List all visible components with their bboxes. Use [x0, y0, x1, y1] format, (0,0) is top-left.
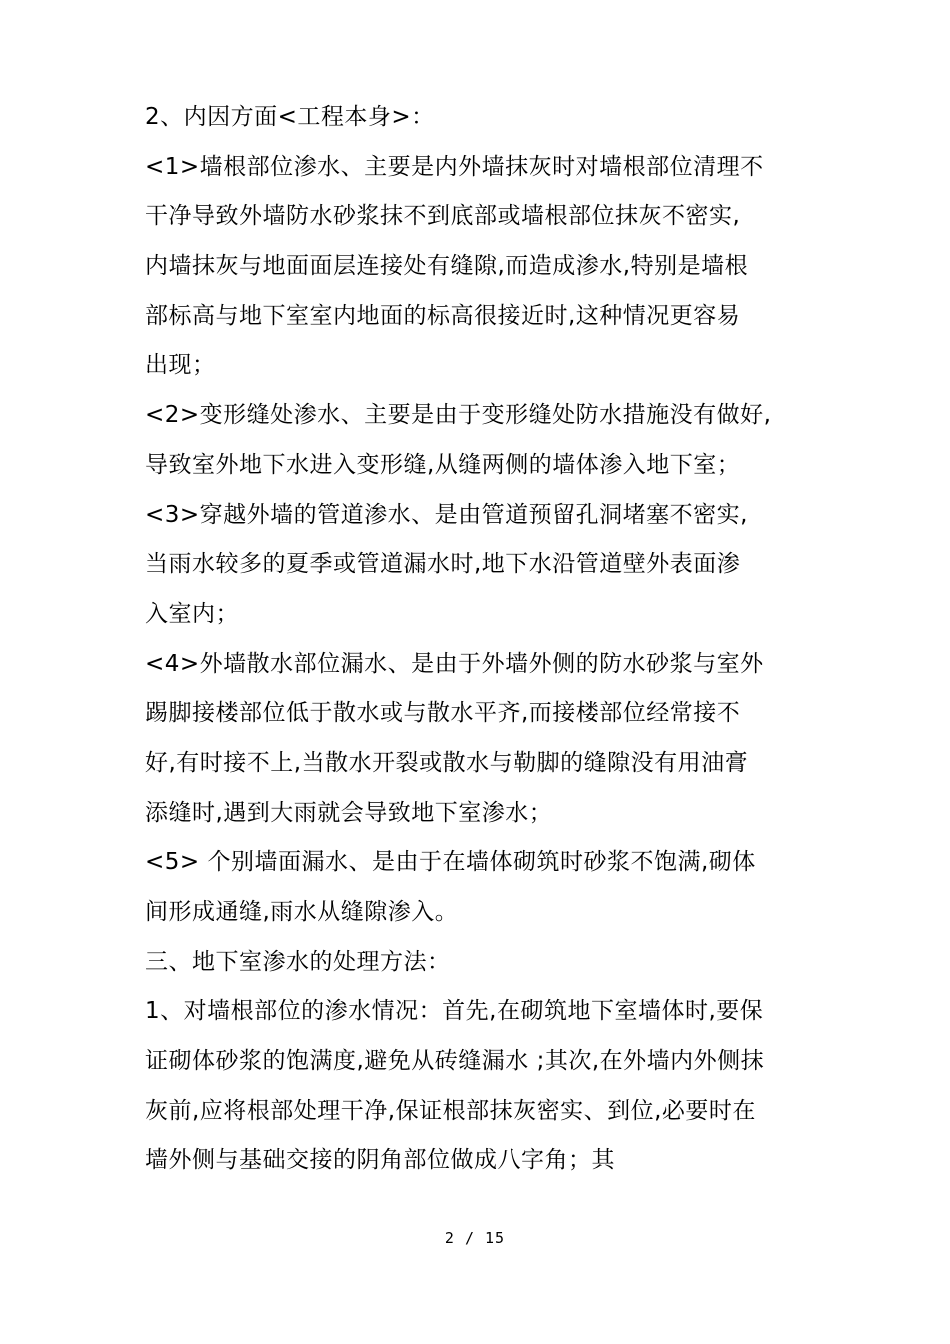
text-line: 出现； [145, 352, 216, 379]
text-line: <2>变形缝处渗水、主要是由于变形缝处防水措施没有做好, [145, 402, 772, 429]
text-line: 好,有时接不上,当散水开裂或散水与勒脚的缝隙没有用油膏 [145, 749, 749, 776]
text-line: 三、地下室渗水的处理方法： [145, 948, 451, 975]
text-line: 内墙抹灰与地面面层连接处有缝隙,而造成渗水,特别是墙根 [145, 253, 749, 280]
text-line: 干净导致外墙防水砂浆抹不到底部或墙根部位抹灰不密实, [145, 203, 741, 230]
text-line: 灰前,应将根部处理干净,保证根部抹灰密实、到位,必要时在 [145, 1097, 756, 1124]
text-line: 2、内因方面<工程本身>： [145, 104, 435, 130]
text-line: 入室内； [145, 600, 239, 627]
text-line: 证砌体砂浆的饱满度,避免从砖缝漏水 ;其次,在外墙内外侧抹 [145, 1048, 765, 1075]
text-line: 添缝时,遇到大雨就会导致地下室渗水； [145, 799, 553, 826]
text-line: <3>穿越外墙的管道渗水、是由管道预留孔洞堵塞不密实, [145, 501, 748, 528]
document-body [145, 93, 815, 1186]
text-line: 间形成通缝,雨水从缝隙渗入。 [145, 899, 459, 925]
text-line: <5> 个别墙面漏水、是由于在墙体砌筑时砂浆不饱满,砌体 [145, 849, 756, 876]
text-line: 当雨水较多的夏季或管道漏水时,地下水沿管道壁外表面渗 [145, 551, 741, 578]
text-line: 墙外侧与基础交接的阴角部位做成八字角；其 [145, 1147, 615, 1174]
text-line: <4>外墙散水部位漏水、是由于外墙外侧的防水砂浆与室外 [145, 650, 764, 677]
page-number: 2 / 15 [444, 1229, 506, 1247]
text-line: 1、对墙根部位的渗水情况：首先,在砌筑地下室墙体时,要保 [145, 998, 764, 1025]
text-line: 部标高与地下室室内地面的标高很接近时,这种情况更容易 [145, 302, 741, 329]
text-line: 导致室外地下水进入变形缝,从缝两侧的墙体渗入地下室； [145, 451, 741, 478]
text-line: 踢脚接楼部位低于散水或与散水平齐,而接楼部位经常接不 [145, 700, 741, 727]
text-line: <1>墙根部位渗水、主要是内外墙抹灰时对墙根部位清理不 [145, 153, 764, 180]
